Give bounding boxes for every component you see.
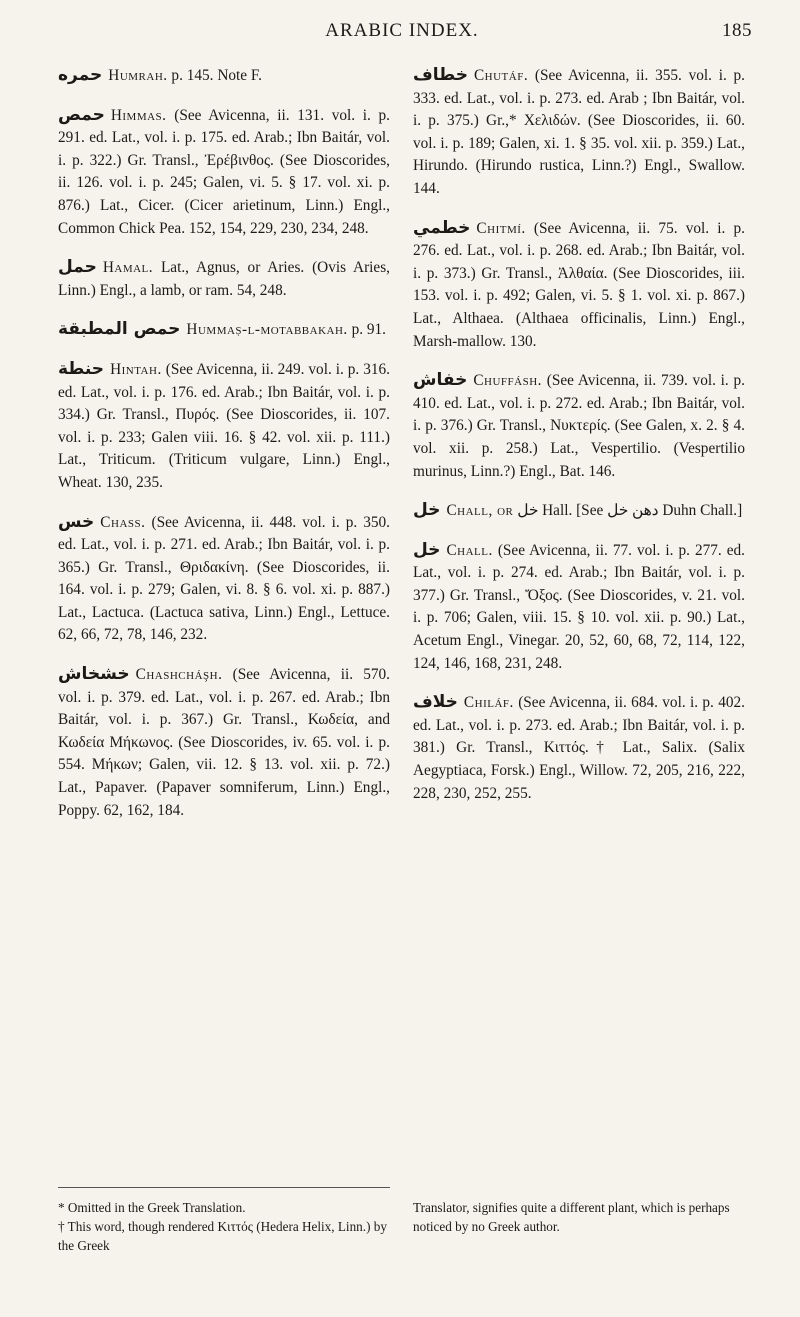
entry-headword: Humrah. bbox=[108, 67, 168, 84]
arabic-term: خشخاش bbox=[58, 664, 130, 685]
arabic-term: حنطة bbox=[58, 358, 105, 379]
entry-body: (See Avicenna, ii. 77. vol. i. p. 277. ed. Lat., vol. i. p. 274. ed. Arab.; Ibn Baitár, vol. i. p. 377.) Gr. Transl., Ὄξος. (See Dioscorides, v. 21. vol. i. p. 706; Galen, viii. 15. § 10. vol. xii. p. 90.) Lat., Acetum Engl., Vinegar. 20, 52, 60, 68, 72, 114, 122, 124, 146, 168, 231, 248. bbox=[413, 541, 746, 672]
entry-body: (See Avicenna, ii. 448. vol. i. p. 350. ed. Lat., vol. i. p. 271. ed. Arab.; Ibn Baitár, vol. i. p. 365.) Gr. Transl., Θριδακίνη. (See Dioscorides, ii. 164. vol. i. p. 279; Galen, vi. 8. § 6. vol. xi. p. 887.) Lat., Lactuca. (Lactuca sativa, Linn.) Engl., Lettuce. 62, 66, 72, 78, 146, 232. bbox=[58, 513, 390, 644]
entry-headword: Hummaṣ-l-motabbakah. bbox=[186, 321, 348, 339]
right-column bbox=[413, 64, 745, 821]
left-column bbox=[58, 64, 390, 838]
entry-body: (See Avicenna, ii. 684. vol. i. p. 402. ed. Lat., vol. i. p. 273. ed. Arab.; Ibn Baitár, vol. i. p. 381.) Gr. Transl., Κιττός.† Lat., Salix. (Salix Aegyptiaca, Forsk.) Engl., Willow. 72, 205, 216, 222, 228, 230, 252, 255. bbox=[413, 694, 745, 802]
entry-headword: Chutáf. bbox=[473, 67, 529, 84]
entry-body: (See Avicenna, ii. 249. vol. i. p. 316. ed. Lat., vol. i. p. 176. ed. Arab.; Ibn Baitár, vol. i. p. 334.) Gr. Transl., Πυρός. (See Dioscorides, ii. 107. vol. i. p. 233; Galen viii. 16. § 42. vol. xii. p. 111.) Lat., Triticum. (Triticum vulgare, Linn.) Engl., Wheat. 130, 235. bbox=[58, 360, 391, 491]
entry-body: p. 145. Note F. bbox=[171, 67, 262, 84]
entry-headword: Chass. bbox=[100, 513, 146, 531]
index-entry bbox=[58, 663, 390, 822]
arabic-term: حمص المطبقة bbox=[58, 319, 181, 340]
arabic-term: خل bbox=[413, 539, 441, 560]
index-entry bbox=[58, 104, 390, 241]
index-entry bbox=[413, 217, 745, 354]
entry-body: (See Avicenna, ii. 355. vol. i. p. 333. ed. Lat., vol. i. p. 273. ed. Arab ; Ibn Baitár, vol. i. p. 375.) Gr.,* Χελιδών. (See Dioscorides, ii. 60. vol. i. p. 189; Galen, xi. 1. § 35. vol. xii. p. 359.) Lat., Hirundo. (Hirundo rustica, Linn.?) Engl., Swallow. 144. bbox=[413, 67, 746, 197]
footnote: Translator, signifies quite a different plant, which is perhaps noticed by no Greek author. bbox=[413, 1200, 730, 1234]
entry-body: p. 91. bbox=[351, 321, 386, 339]
arabic-term: حمره bbox=[58, 65, 103, 85]
entry-body: (See Avicenna, ii. 570. vol. i. p. 379. ed. Lat., vol. i. p. 267. ed. Arab.; Ibn Baitár, vol. i. p. 367.) Gr. Transl., Κωδεία, and Κωδεία Μήκωνος. (See Dioscorides, iv. 65. vol. i. p. 554. Μήκων; Galen, vii. 12. § 13. vol. xii. p. 72.) Lat., Papaver. (Papaver somniferum, Linn.) Engl., Poppy. 62, 162, 184. bbox=[58, 666, 391, 819]
index-entry bbox=[58, 64, 390, 88]
index-entry bbox=[58, 358, 390, 495]
entry-headword: Chall. bbox=[446, 541, 493, 559]
index-entry bbox=[413, 499, 745, 523]
entry-body: (See Avicenna, ii. 739. vol. i. p. 410. ed. Lat., vol. i. p. 272. ed. Arab.; Ibn Baitár, vol. i. p. 376.) Gr. Transl., Νυκτερίς. (See Galen, x. 2. § 4. vol. xii. p. 258.) Lat., Vespertilio. (Vespertilio murinus, Linn.?) Engl., Bat. 146. bbox=[413, 372, 745, 480]
page-number: 185 bbox=[722, 20, 752, 41]
footnote-rule bbox=[58, 1187, 390, 1188]
entry-headword: Hintah. bbox=[110, 360, 162, 378]
entry-headword: Chiláf. bbox=[463, 694, 514, 712]
entry-headword: Chuffásh. bbox=[473, 372, 542, 390]
footnotes-left bbox=[58, 1198, 396, 1255]
entry-headword: Chashcháşh. bbox=[135, 666, 223, 684]
running-title: ARABIC INDEX. bbox=[325, 20, 479, 41]
arabic-term: خلاف bbox=[413, 692, 458, 713]
index-entry bbox=[413, 691, 745, 805]
entry-body: Lat., Agnus, or Aries. (Ovis Aries, Linn.) Engl., a lamb, or ram. 54, 248. bbox=[58, 259, 391, 299]
entry-body: خل Hall. [See دهن خل Duhn Chall.] bbox=[517, 502, 743, 520]
entry-headword: Hamal. bbox=[102, 259, 154, 277]
arabic-term: خس bbox=[58, 511, 95, 532]
entry-headword: Chall, or bbox=[446, 502, 514, 520]
index-entry bbox=[413, 369, 745, 483]
entry-headword: Chitmí. bbox=[476, 219, 526, 237]
index-entry bbox=[413, 539, 745, 676]
index-entry bbox=[413, 64, 745, 201]
index-entry bbox=[58, 511, 390, 648]
index-entry bbox=[58, 318, 390, 342]
footnotes-right bbox=[413, 1198, 751, 1236]
footnote: † This word, though rendered Κιττός (Hedera Helix, Linn.) by the Greek bbox=[58, 1219, 387, 1253]
arabic-term: خفاش bbox=[413, 370, 468, 391]
arabic-term: حمل bbox=[58, 257, 97, 278]
index-entry bbox=[58, 256, 390, 302]
page-header bbox=[52, 20, 752, 50]
entry-body: (See Avicenna, ii. 75. vol. i. p. 276. ed. Lat., vol. i. p. 268. ed. Arab.; Ibn Baitár, vol. i. p. 373.) Gr. Transl., Ἀλθαία. (See Dioscorides, iii. 153. vol. i. p. 492; Galen, vi. 5. § 1. vol. xi. p. 867.) Lat., Althaea. (Althaea officinalis, Linn.) Engl., Marsh-mallow. 130. bbox=[413, 219, 745, 350]
entry-body: (See Avicenna, ii. 131. vol. i. p. 291. ed. Lat., vol. i. p. 175. ed. Arab.; Ibn Baitár, vol. i. p. 322.) Gr. Transl., Ἐρέβινθος. (See Dioscorides, ii. 126. vol. i. p. 245; Galen, vi. 5. § 17. vol. xi. p. 876.) Lat., Cicer. (Cicer arietinum, Linn.) Engl., Common Chick Pea. 152, 154, 229, 230, 234, 248. bbox=[58, 106, 391, 237]
arabic-term: خل bbox=[413, 500, 441, 521]
footnote: * Omitted in the Greek Translation. bbox=[58, 1200, 246, 1215]
arabic-term: خطمي bbox=[413, 217, 471, 238]
entry-headword: Himmas. bbox=[110, 106, 167, 124]
arabic-term: حمص bbox=[58, 104, 105, 125]
arabic-term: خطاف bbox=[413, 65, 468, 85]
